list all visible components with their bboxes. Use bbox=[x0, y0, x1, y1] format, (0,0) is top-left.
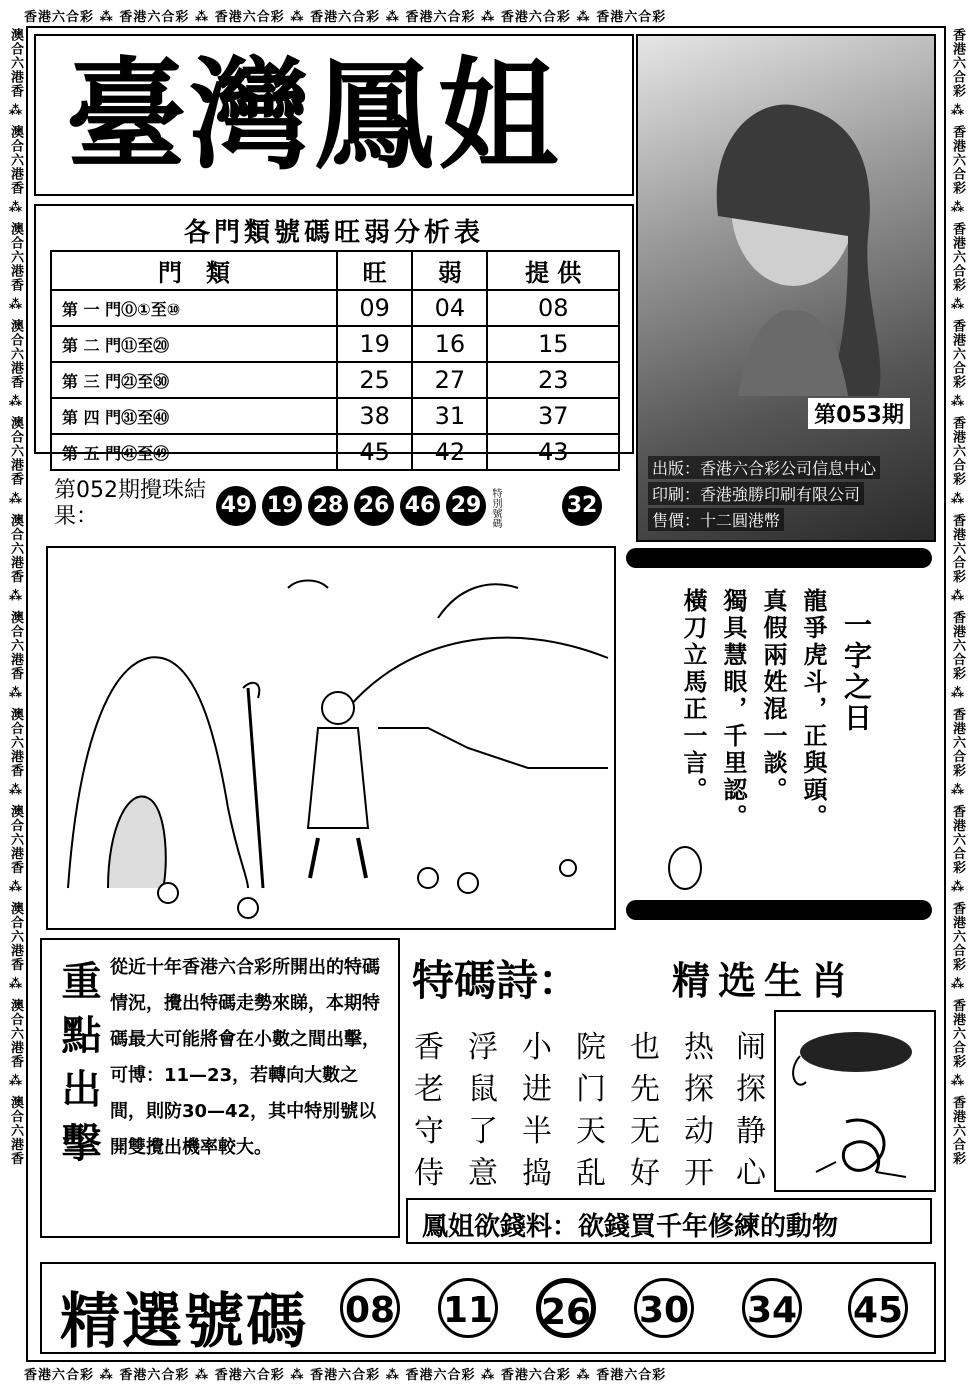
poem-char: 热 bbox=[684, 1030, 714, 1065]
header-weak: 弱 bbox=[412, 251, 487, 290]
title-box bbox=[34, 34, 634, 196]
table-row bbox=[51, 434, 619, 470]
weak-cell: 31 bbox=[412, 398, 487, 434]
analysis-body: 從近十年香港六合彩所開出的特碼情況，攪出特碼走勢來睇，本期特碼最大可能將會在小數之間出擊，可博：11—23，若轉向大數之間，則防30—42，其中特別號以開雙攪出機率較大。 bbox=[110, 957, 380, 1158]
poem-char: 无 bbox=[630, 1114, 660, 1149]
poem-char: 意 bbox=[468, 1156, 498, 1191]
pick-ball: 34 bbox=[742, 1278, 802, 1338]
weak-cell: 16 bbox=[412, 326, 487, 362]
strong-cell: 19 bbox=[337, 326, 412, 362]
poem-char: 小 bbox=[522, 1030, 552, 1065]
pick-title: 精選號碼 bbox=[60, 1287, 308, 1357]
poem-char: 捣 bbox=[522, 1156, 552, 1191]
strong-cell: 38 bbox=[337, 398, 412, 434]
poem-right-top-bar bbox=[626, 548, 932, 568]
supply-cell: 08 bbox=[487, 290, 619, 326]
poem-char: 侍 bbox=[414, 1156, 444, 1191]
illustration bbox=[46, 546, 616, 930]
gate-cell: 第 三 門㉑至㉚ bbox=[51, 362, 337, 398]
analysis-table bbox=[50, 250, 620, 471]
cover-photo bbox=[636, 34, 936, 542]
analysis-text-box bbox=[40, 938, 400, 1238]
poem-right-col: 真假兩姓混一談。 bbox=[759, 588, 788, 804]
left-border-strip: 澳合六港香 ⁂ 澳合六港香 ⁂ 澳合六港香 ⁂ 澳合六港香 ⁂ 澳合六港香 ⁂ 澳合六港香 ⁂ 澳合六港香 ⁂ 澳合六港香 ⁂ 澳合六港香 ⁂ 澳合六港香 ⁂ 澳合六港香 ⁂ 澳合六港香 bbox=[8, 28, 23, 1166]
poem-char: 鼠 bbox=[468, 1072, 498, 1107]
supply-cell: 37 bbox=[487, 398, 619, 434]
weak-cell: 04 bbox=[412, 290, 487, 326]
poem-right-bottom-bar bbox=[626, 900, 932, 920]
gate-cell: 第 四 門㉛至㊵ bbox=[51, 398, 337, 434]
gate-cell: 第 五 門㊶至㊾ bbox=[51, 434, 337, 470]
poem-right-col: 龍爭虎斗，正與頭。 bbox=[799, 588, 828, 831]
poem-char: 半 bbox=[522, 1114, 552, 1149]
price-line: 售價：十二圓港幣 bbox=[648, 508, 784, 531]
table-row bbox=[51, 326, 619, 362]
poem-char: 浮 bbox=[468, 1030, 498, 1065]
poem-right-col: 橫刀立馬正一言。 bbox=[679, 588, 708, 804]
supply-cell: 43 bbox=[487, 434, 619, 470]
pick-ball: 11 bbox=[438, 1278, 498, 1338]
printer-line: 印刷：香港強勝印刷有限公司 bbox=[648, 482, 864, 505]
pick-ball: 26 bbox=[536, 1278, 596, 1338]
weak-cell: 42 bbox=[412, 434, 487, 470]
poem-char: 开 bbox=[684, 1156, 714, 1191]
gate-cell: 第 一 門⓪①至⑩ bbox=[51, 290, 337, 326]
strong-cell: 09 bbox=[337, 290, 412, 326]
bottom-border-strip: 香港六合彩 ⁂ 香港六合彩 ⁂ 香港六合彩 ⁂ 香港六合彩 ⁂ 香港六合彩 ⁂ 香港六合彩 ⁂ 香港六合彩 bbox=[24, 1368, 667, 1383]
supply-cell: 23 bbox=[487, 362, 619, 398]
poem-char: 探 bbox=[684, 1072, 714, 1107]
result-label: 第052期攪珠結果： bbox=[54, 478, 206, 529]
table-row bbox=[51, 362, 619, 398]
poem-char: 守 bbox=[414, 1114, 444, 1149]
stamp-icon bbox=[668, 846, 702, 890]
zodiac-title: 精选生肖 bbox=[672, 958, 857, 1003]
table-row bbox=[51, 290, 619, 326]
header-supply: 提 供 bbox=[487, 251, 619, 290]
result-ball: 19 bbox=[262, 486, 302, 526]
poem-char: 好 bbox=[630, 1156, 660, 1191]
pick-ball: 45 bbox=[848, 1278, 908, 1338]
result-ball: 46 bbox=[400, 486, 440, 526]
border-text: 香港六合彩 bbox=[24, 10, 95, 25]
poem-char: 院 bbox=[576, 1030, 606, 1065]
poem-right-col: 獨具慧眼，千里認。 bbox=[719, 588, 748, 831]
right-border-strip: 香港六合彩 ⁂ 香港六合彩 ⁂ 香港六合彩 ⁂ 香港六合彩 ⁂ 香港六合彩 ⁂ 香港六合彩 ⁂ 香港六合彩 ⁂ 香港六合彩 ⁂ 香港六合彩 ⁂ 香港六合彩 ⁂ 香港六合彩 ⁂ 香港六合彩 bbox=[950, 28, 965, 1166]
poem-char: 也 bbox=[630, 1030, 660, 1065]
money-box bbox=[406, 1198, 932, 1244]
animal-box bbox=[774, 1010, 936, 1192]
poem-char: 探 bbox=[736, 1072, 766, 1107]
result-ball: 26 bbox=[354, 486, 394, 526]
result-ball: 29 bbox=[446, 486, 486, 526]
header-gate: 門 類 bbox=[51, 251, 337, 290]
poem-char: 闹 bbox=[736, 1030, 766, 1065]
poem-right-heading: 一字之日 bbox=[840, 610, 873, 734]
rat-and-dragon-drawing bbox=[776, 1012, 934, 1190]
poem-char: 门 bbox=[576, 1072, 606, 1107]
poem-char: 心 bbox=[736, 1156, 766, 1191]
poem-char: 了 bbox=[468, 1114, 498, 1149]
pick-box bbox=[40, 1262, 936, 1357]
strong-cell: 45 bbox=[337, 434, 412, 470]
pick-ball: 30 bbox=[634, 1278, 694, 1338]
poem-char: 天 bbox=[576, 1114, 606, 1149]
poem-char: 先 bbox=[630, 1072, 660, 1107]
issue-number: 第053期 bbox=[808, 398, 910, 429]
money-line: 鳳姐欲錢料：欲錢買千年修練的動物 bbox=[422, 1212, 839, 1242]
poem-char: 进 bbox=[522, 1072, 552, 1107]
poem-char: 老 bbox=[414, 1072, 444, 1107]
poem-char: 香 bbox=[414, 1030, 444, 1065]
pick-ball: 08 bbox=[340, 1278, 400, 1338]
table-row bbox=[51, 398, 619, 434]
special-ball: 32 bbox=[562, 486, 602, 526]
special-number-label: 特別號碼 bbox=[490, 488, 501, 528]
result-ball: 49 bbox=[216, 486, 256, 526]
header-strong: 旺 bbox=[337, 251, 412, 290]
top-border-strip: 香港六合彩 ⁂ 香港六合彩 ⁂ 香港六合彩 ⁂ 香港六合彩 ⁂ 香港六合彩 ⁂ 香港六合彩 ⁂ 香港六合彩 bbox=[24, 10, 667, 25]
strong-cell: 25 bbox=[337, 362, 412, 398]
poem-char: 静 bbox=[736, 1114, 766, 1149]
weak-cell: 27 bbox=[412, 362, 487, 398]
result-ball: 28 bbox=[308, 486, 348, 526]
page-title: 臺灣鳳姐 bbox=[66, 45, 562, 186]
portrait-silhouette bbox=[698, 96, 888, 396]
table-header-row bbox=[51, 251, 619, 290]
analysis-title: 各門類號碼旺弱分析表 bbox=[183, 218, 484, 248]
publisher-line: 出版：香港六合彩公司信息中心 bbox=[648, 456, 880, 479]
farmer-landscape-drawing bbox=[48, 548, 614, 928]
special-poem-title: 特碼詩： bbox=[412, 956, 581, 1005]
gate-cell: 第 二 門⑪至⑳ bbox=[51, 326, 337, 362]
supply-cell: 15 bbox=[487, 326, 619, 362]
focus-heading: 重點出擊 bbox=[55, 960, 102, 1176]
poem-char: 乱 bbox=[576, 1156, 606, 1191]
poem-char: 动 bbox=[684, 1114, 714, 1149]
